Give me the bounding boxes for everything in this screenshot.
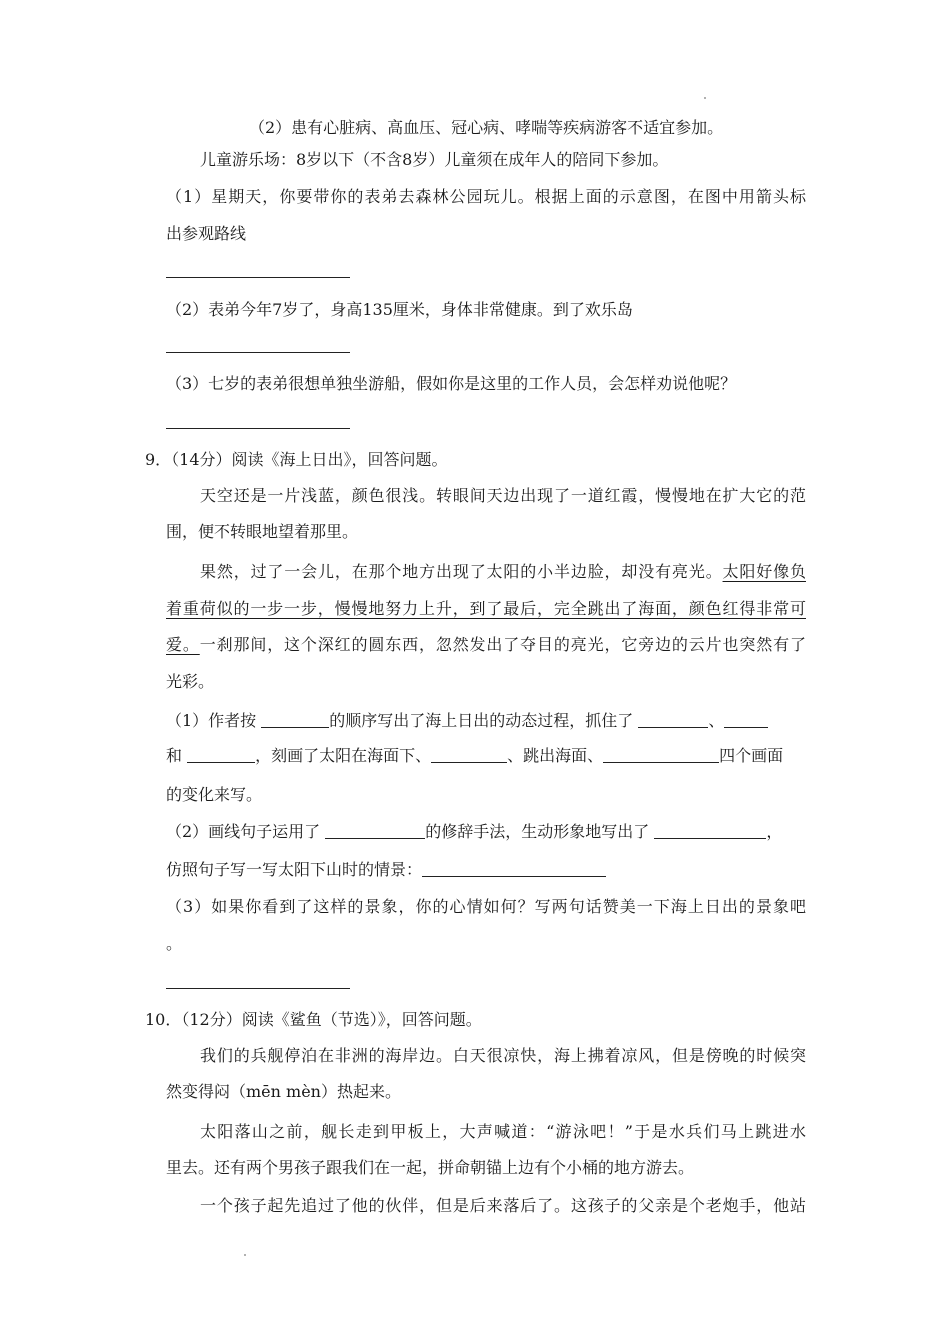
q9-s2-blank-rhetoric[interactable] — [325, 822, 425, 839]
note-2: （2）患有心脏病、高血压、冠心病、哮喘等疾病游客不适宜参加。 — [249, 118, 724, 137]
page-speck-bottom — [244, 1254, 246, 1256]
q9-answer3-line[interactable] — [166, 988, 350, 989]
q9-s1-blank-order[interactable] — [261, 711, 329, 728]
q9-p2-line3-plain: 一刹那间，这个深红的圆东西，忽然发出了夺目的亮光，它旁边的云片也突然有了 — [199, 635, 806, 654]
q9-s1-text-a: （1）作者按 — [166, 711, 257, 730]
page-speck-top — [704, 97, 706, 99]
q9-s1-text-c: 、 — [708, 711, 725, 730]
q10-passage-p2-line2: 里去。还有两个男孩子跟我们在一起，拼命朝锚上边有个小桶的地方游去。 — [166, 1158, 695, 1177]
q9-sub1-line2 — [166, 745, 783, 767]
q10-passage-p1-line1: 我们的兵舰停泊在非洲的海岸边。白天很凉快，海上拂着凉风，但是傍晚的时候突 — [200, 1046, 806, 1065]
q8-answer1-line[interactable] — [166, 277, 350, 278]
q9-s1-blank-feature2[interactable] — [724, 711, 768, 728]
q9-s1-blank-stage4[interactable] — [603, 746, 719, 763]
q9-passage-p2-line1 — [200, 561, 806, 583]
q9-s2-text-a: （2）画线句子运用了 — [166, 822, 321, 841]
q9-passage-p2-line3 — [166, 634, 806, 656]
q9-underlined-sentence-part3: 爱。 — [166, 635, 200, 654]
q9-s1-text-b: 的顺序写出了海上日出的动态过程，抓住了 — [329, 711, 634, 730]
q9-s2-text-c: ， — [766, 822, 783, 841]
q9-sub1-line1 — [166, 710, 768, 732]
q10-header: 10．（12分）阅读《鲨鱼（节选）》，回答问题。 — [145, 1010, 482, 1029]
q8-answer3-line[interactable] — [166, 428, 350, 429]
q10-passage-p2-line1: 太阳落山之前，舰长走到甲板上，大声喊道：“游泳吧！”于是水兵们马上跳进水 — [200, 1122, 806, 1141]
q8-sub1-line1: （1）星期天，你要带你的表弟去森林公园玩儿。根据上面的示意图，在图中用箭头标 — [166, 187, 806, 206]
q8-sub1-line2: 出参观路线 — [166, 224, 247, 243]
q9-s1-blank-stage2[interactable] — [431, 746, 507, 763]
children-area-note: 儿童游乐场：8岁以下（不含8岁）儿童须在成年人的陪同下参加。 — [200, 150, 669, 169]
q9-passage-p1-line2: 围，便不转眼地望着那里。 — [166, 522, 359, 541]
q10-passage-p1-line2: 然变得闷（mēn mèn）热起来。 — [166, 1082, 401, 1101]
q9-passage-p1-line1: 天空还是一片浅蓝，颜色很浅。转眼间天边出现了一道红霞，慢慢地在扩大它的范 — [200, 486, 806, 505]
q9-underlined-sentence-part1: 太阳好像负 — [722, 562, 806, 581]
q9-s2-blank-imitation[interactable] — [422, 860, 606, 877]
q9-s2-text-d: 仿照句子写一写太阳下山时的情景： — [166, 860, 423, 879]
q9-header: 9．（14分）阅读《海上日出》，回答问题。 — [145, 450, 448, 469]
q9-s1-text-f: 、跳出海面、 — [507, 746, 604, 765]
q8-sub2: （2）表弟今年7岁了，身高135厘米，身体非常健康。到了欢乐岛 — [166, 300, 633, 319]
q9-s1-text-e: ，刻画了太阳在海面下、 — [255, 746, 432, 765]
q9-s1-blank-feature3[interactable] — [187, 746, 255, 763]
q9-s2-text-b: 的修辞手法，生动形象地写出了 — [425, 822, 650, 841]
q8-sub3: （3）七岁的表弟很想单独坐游船，假如你是这里的工作人员，会怎样劝说他呢？ — [166, 374, 737, 393]
q9-sub1-line3: 的变化来写。 — [166, 785, 263, 804]
q9-underlined-sentence-part2: 着重荷似的一步一步，慢慢地努力上升，到了最后，完全跳出了海面，颜色红得非常可 — [166, 599, 806, 618]
q9-s2-blank-effect[interactable] — [654, 822, 766, 839]
q9-sub3-line1: （3）如果你看到了这样的景象，你的心情如何？写两句话赞美一下海上日出的景象吧 — [166, 897, 806, 916]
q9-sub3-line2: 。 — [166, 934, 183, 953]
q10-passage-p3-line1: 一个孩子起先追过了他的伙伴，但是后来落后了。这孩子的父亲是个老炮手，他站 — [200, 1196, 806, 1215]
q9-passage-p2-line4: 光彩。 — [166, 672, 215, 691]
q9-s1-text-d: 和 — [166, 746, 183, 765]
q8-answer2-line[interactable] — [166, 352, 350, 353]
q9-s1-text-g: 四个画面 — [719, 746, 784, 765]
q9-s1-blank-feature1[interactable] — [638, 711, 708, 728]
q9-sub2-line2 — [166, 859, 606, 881]
q9-sub2-line1 — [166, 821, 782, 843]
q9-p2-line1-plain: 果然，过了一会儿，在那个地方出现了太阳的小半边脸，却没有亮光。 — [200, 562, 723, 581]
